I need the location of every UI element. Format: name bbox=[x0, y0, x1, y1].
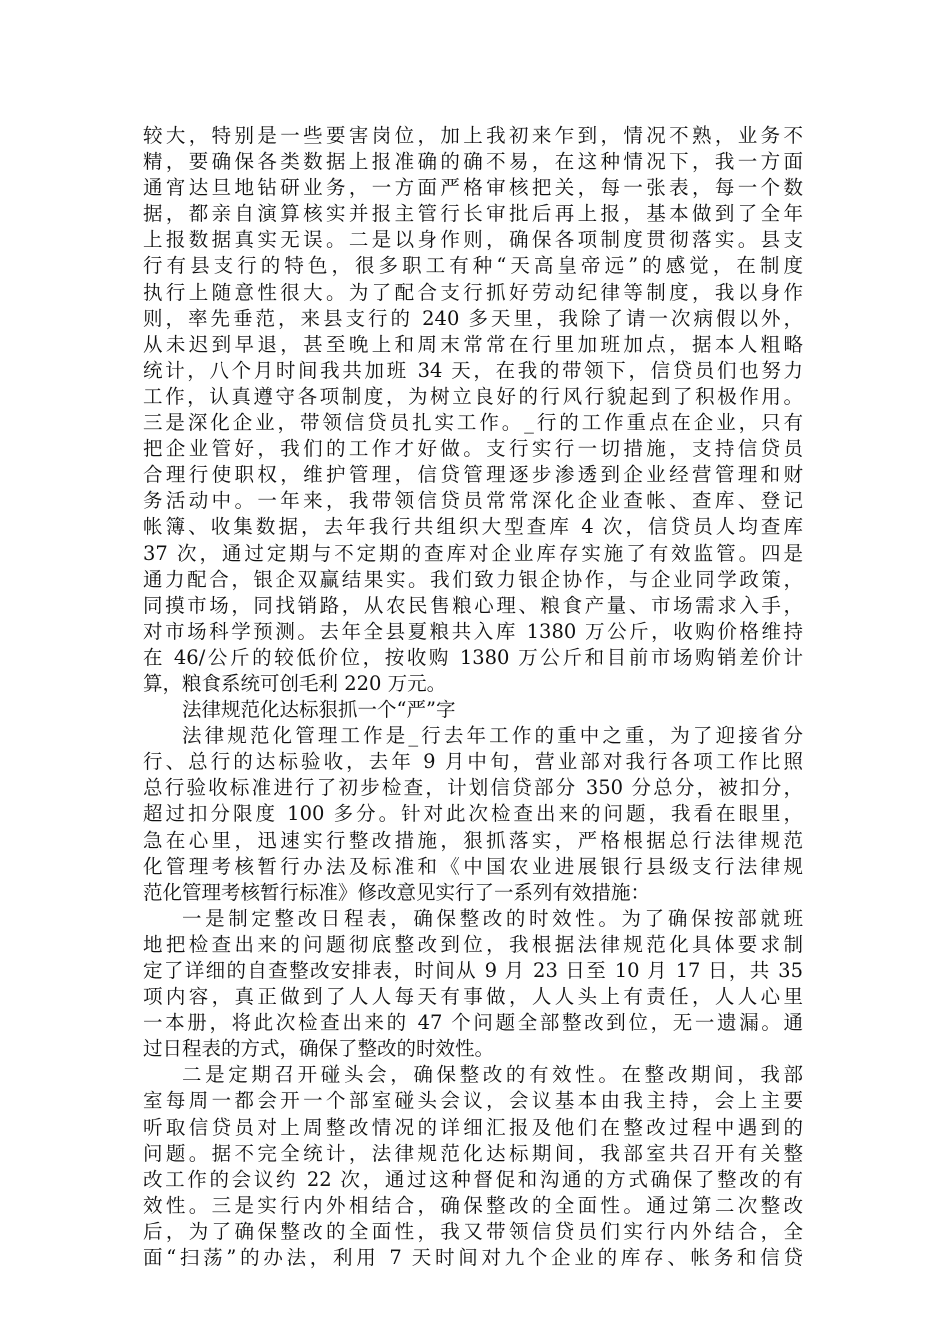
text-line: 地把检查出来的问题彻底整改到位，我根据法律规范化具体要求制 bbox=[143, 932, 803, 956]
text-line: 帐簿、收集数据，去年我行共组织大型查库 4 次，信贷员人均查库 bbox=[143, 515, 803, 539]
text-line: 算，粮食系统可创毛利 220 万元。 bbox=[143, 671, 447, 695]
text-line: 行有县支行的特色，很多职工有种“天高皇帝远”的感觉，在制度 bbox=[143, 254, 803, 278]
text-line: 在 46/公斤的较低价位，按收购 1380 万公斤和目前市场购销差价计 bbox=[143, 645, 803, 669]
text-line: 化管理考核暂行办法及标准和《中国农业进展银行县级支行法律规 bbox=[143, 854, 803, 878]
text-line: 通宵达旦地钻研业务，一方面严格审核把关，每一张表，每一个数 bbox=[143, 176, 803, 200]
text-line: 过日程表的方式，确保了整改的时效性。 bbox=[143, 1037, 495, 1061]
text-line: 据，都亲自演算核实并报主管行长审批后再上报，基本做到了全年 bbox=[143, 202, 803, 226]
text-line: 上报数据真实无误。二是以身作则，确保各项制度贯彻落实。县支 bbox=[143, 228, 803, 252]
text-line: 二是定期召开碰头会，确保整改的有效性。在整改期间，我部 bbox=[182, 1063, 803, 1087]
text-line: 从未迟到早退，甚至晚上和周末常常在行里加班加点，据本人粗略 bbox=[143, 332, 803, 356]
text-line: 范化管理考核暂行标准》修改意见实行了一系列有效措施： bbox=[143, 880, 651, 904]
text-line: 同摸市场，同找销路，从农民售粮心理、粮食产量、市场需求入手， bbox=[143, 593, 803, 617]
text-line: 急在心里，迅速实行整改措施，狠抓落实，严格根据总行法律规范 bbox=[143, 828, 803, 852]
text-line: 执行上随意性很大。为了配合支行抓好劳动纪律等制度，我以身作 bbox=[143, 280, 803, 304]
text-line: 务活动中。一年来，我带领信贷员常常深化企业查帐、查库、登记 bbox=[143, 489, 803, 513]
document-body-text bbox=[143, 123, 803, 1271]
text-line: 精，要确保各类数据上报准确的确不易，在这种情况下，我一方面 bbox=[143, 150, 803, 174]
text-line: 改工作的会议约 22 次，通过这种督促和沟通的方式确保了整改的有 bbox=[143, 1167, 803, 1191]
text-line: 后，为了确保整改的全面性，我又带领信贷员们实行内外结合，全 bbox=[143, 1219, 803, 1243]
text-line: 一是制定整改日程表，确保整改的时效性。为了确保按部就班 bbox=[182, 906, 803, 930]
text-line: 总行验收标准进行了初步检查，计划信贷部分 350 分总分，被扣分， bbox=[143, 776, 803, 800]
text-line: 三是深化企业，带领信贷员扎实工作。_行的工作重点在企业，只有 bbox=[143, 411, 803, 435]
text-line: 工作，认真遵守各项制度，为树立良好的行风行貌起到了积极作用。 bbox=[143, 384, 803, 408]
text-line: 定了详细的自查整改安排表，时间从 9 月 23 日至 10 月 17 日，共 35 bbox=[143, 959, 803, 982]
text-line: 把企业管好，我们的工作才好做。支行实行一切措施，支持信贷员 bbox=[143, 437, 803, 461]
text-line: 合理行使职权，维护管理，信贷管理逐步渗透到企业经营管理和财 bbox=[143, 463, 803, 487]
text-line: 一本册，将此次检查出来的 47 个问题全部整改到位，无一遗漏。通 bbox=[143, 1011, 803, 1035]
text-line: 项内容，真正做到了人人每天有事做，人人头上有责任，人人心里 bbox=[143, 985, 803, 1009]
text-line: 通力配合，银企双赢结果实。我们致力银企协作，与企业同学政策， bbox=[143, 567, 803, 591]
text-line: 统计，八个月时间我共加班 34 天，在我的带领下，信贷员们也努力 bbox=[143, 358, 803, 382]
text-line: 行、总行的达标验收，去年 9 月中旬，营业部对我行各项工作比照 bbox=[143, 750, 803, 774]
text-line: 听取信贷员对上周整改情况的详细汇报及他们在整改过程中遇到的 bbox=[143, 1115, 803, 1139]
text-line: 法律规范化管理工作是_行去年工作的重中之重，为了迎接省分 bbox=[182, 724, 803, 748]
text-line: 则，率先垂范，来县支行的 240 多天里，我除了请一次病假以外， bbox=[143, 306, 803, 330]
text-line: 面“扫荡”的办法，利用 7 天时间对九个企业的库存、帐务和信贷 bbox=[143, 1246, 803, 1270]
text-line: 37 次，通过定期与不定期的查库对企业库存实施了有效监管。四是 bbox=[143, 541, 803, 565]
text-line: 法律规范化达标狠抓一个“严”字 bbox=[182, 698, 456, 722]
text-line: 对市场科学预测。去年全县夏粮共入库 1380 万公斤，收购价格维持 bbox=[143, 619, 803, 643]
text-line: 问题。据不完全统计，法律规范化达标期间，我部室共召开有关整 bbox=[143, 1141, 803, 1165]
text-line: 超过扣分限度 100 多分。针对此次检查出来的问题，我看在眼里， bbox=[143, 802, 803, 826]
text-line: 较大，特别是一些要害岗位，加上我初来乍到，情况不熟，业务不 bbox=[143, 124, 803, 147]
text-line: 效性。三是实行内外相结合，确保整改的全面性。通过第二次整改 bbox=[143, 1193, 803, 1217]
text-line: 室每周一都会开一个部室碰头会议，会议基本由我主持，会上主要 bbox=[143, 1089, 803, 1113]
